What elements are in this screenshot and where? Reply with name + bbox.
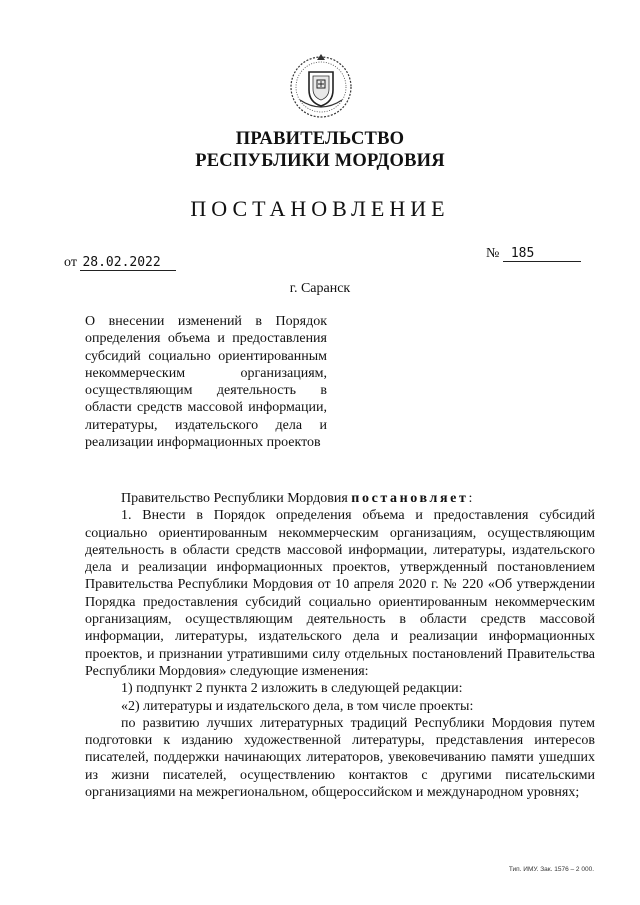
body-paragraph: по развитию лучших литературных традиций Республики Мордовия путем подготовки к изданию художественной литературы, представления интересов писателей, поддержки начинающих литераторов, увековечиванию памяти ушедших из жизни писателей, осуществлению контактов с другими писательскими организациями на межрегиональном, общероссийском и международном уровнях;: [85, 715, 595, 801]
body-paragraph: «2) литературы и издательского дела, в том числе проекты:: [121, 698, 474, 714]
intro-text: Правительство Республики Мордовия: [121, 491, 348, 506]
document-type-title: ПОСТАНОВЛЕНИЕ: [190, 196, 450, 221]
decree-number: [486, 246, 581, 262]
government-title-line2: РЕСПУБЛИКИ МОРДОВИЯ: [195, 151, 445, 171]
body-paragraph: 1. Внести в Порядок определения объема и предоставления субсидий социально ориентированным некоммерческим организациям, осуществляющим деятельность в области средств массовой информации, литературы, издательского дела и реализации информационных проектов, утвержденный постановлением Правительства Республики Мордовия от 10 апреля 2020 г. № 220 «Об утверждении Порядка предоставления субсидий социально ориентированным некоммерческим организациям, осуществляющим деятельность в области средств массовой информации, литературы, издательского дела и реализации информационных проектов, и признании утратившими силу отдельных постановлений Правительства Республики Мордовия» следующие изменения:: [85, 508, 595, 679]
intro-spaced-word: постановляет: [351, 491, 469, 506]
coat-of-arms-emblem: [286, 50, 356, 120]
decree-date: [64, 255, 176, 271]
decree-body: [85, 490, 595, 801]
city-label: г. Саранск: [289, 281, 351, 296]
government-title-line1: ПРАВИТЕЛЬСТВО: [235, 129, 405, 149]
date-value: 28.02.2022: [80, 255, 176, 271]
date-prefix: от: [64, 255, 77, 270]
number-prefix: №: [486, 246, 500, 261]
number-value: 185: [503, 246, 581, 262]
print-footer: Тип. ИМУ. Зак. 1576 – 2 000.: [508, 866, 594, 873]
decree-subject: О внесении изменений в Порядок определения объема и предоставления субсидий социально ориентированным некоммерческим организациям, осуществляющим деятельность в области средств массовой информации, литературы, издательского дела и реализации информационных проектов: [85, 314, 327, 451]
body-intro: [85, 490, 595, 507]
intro-end: :: [468, 491, 473, 506]
body-paragraph: 1) подпункт 2 пункта 2 изложить в следующей редакции:: [121, 681, 463, 697]
government-title: [0, 128, 640, 172]
